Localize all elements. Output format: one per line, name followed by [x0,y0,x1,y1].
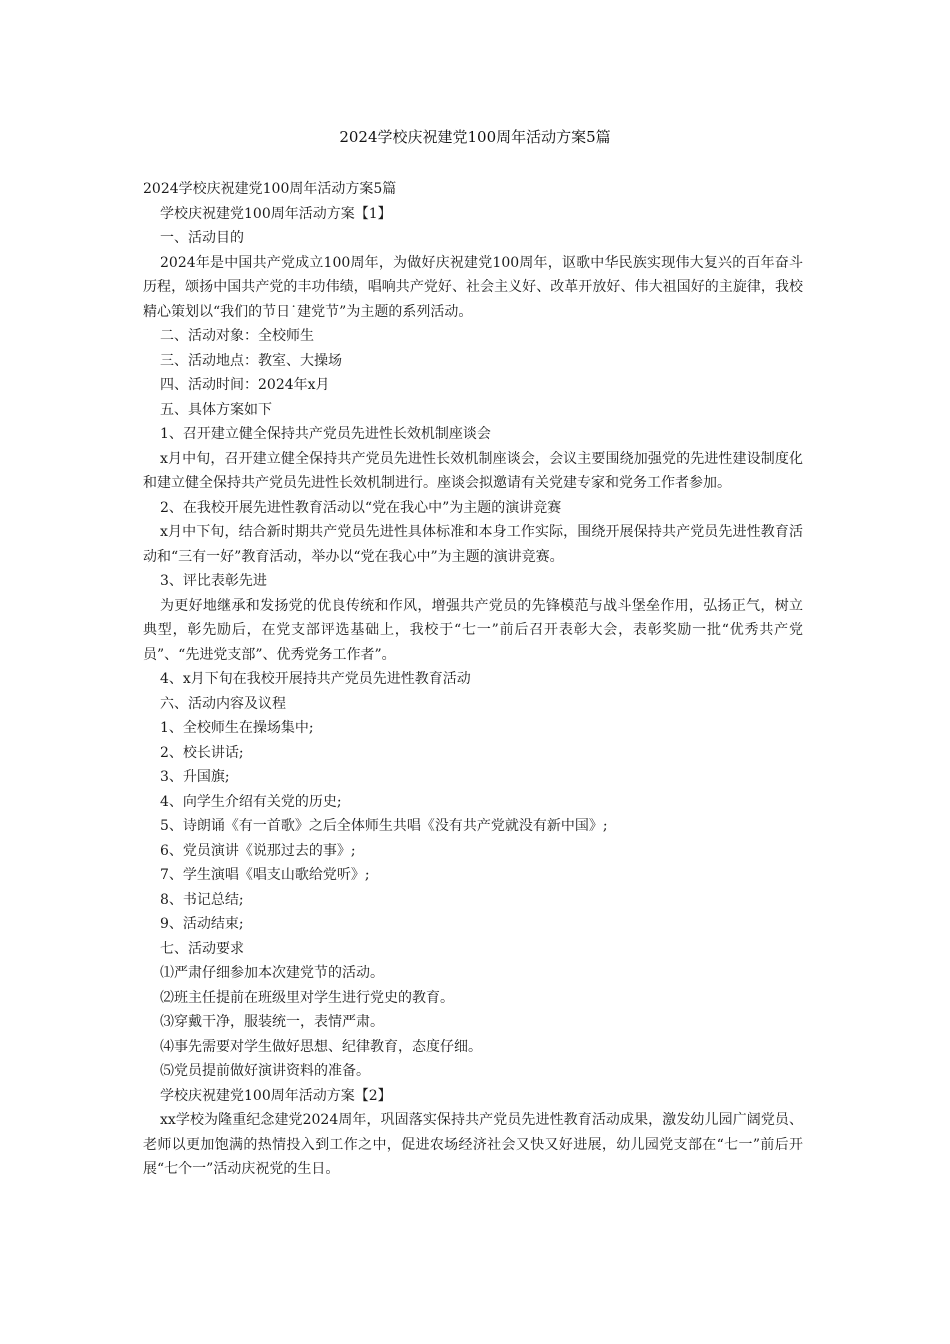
heading-line: 七、活动要求 [160,940,244,957]
list-item: ⑸党员提前做好演讲资料的准备。 [160,1063,370,1079]
paragraph: 为更好地继承和发扬党的优良传统和作风，增强共产党员的先锋模范与战斗堡垒作用，弘扬正气，树立典型，彰先励后，在党支部评选基础上，我校于“七一”前后召开表彰大会，表彰奖励一批“优秀共产党员”、“先进党支部”、优秀党务工作者”。 [143,597,803,663]
paragraph: x月中旬，召开建立健全保持共产党员先进性长效机制座谈会，会议主要围绕加强党的先进性建设制度化和建立健全保持共产党员先进性长效机制进行。座谈会拟邀请有关党建专家和党务工作者参加。 [143,450,803,491]
list-item: 5、诗朗诵《有一首歌》之后全体师生共唱《没有共产党就没有新中国》; [160,818,608,834]
document-body [143,177,803,1182]
list-item: 1、全校师生在操场集中; [160,720,314,736]
list-item: 8、书记总结; [160,891,244,908]
list-item: 1、召开建立健全保持共产党员先进性长效机制座谈会 [160,426,491,442]
paragraph: x月中下旬，结合新时期共产党员先进性具体标准和本身工作实际，围绕开展保持共产党员先进性教育活动和“三有一好”教育活动，举办以“党在我心中”为主题的演讲竞赛。 [143,524,803,565]
list-item: ⑵班主任提前在班级里对学生进行党史的教育。 [160,989,454,1006]
heading-line: 二、活动对象：全校师生 [160,328,314,344]
paragraph: xx学校为隆重纪念建党2024周年，巩固落实保持共产党员先进性教育活动成果，激发幼儿园广阔党员、老师以更加饱满的热情投入到工作之中，促进农场经济社会又快又好进展，幼儿园党支部在“七一”前后开展“七个一”活动庆祝党的生日。 [143,1112,803,1177]
heading-line: 三、活动地点：教室、大操场 [160,352,342,369]
list-item: ⑶穿戴干净，服装统一，表情严肃。 [160,1014,384,1030]
list-item: ⑴严肃仔细参加本次建党节的活动。 [160,965,384,981]
list-item: 2、在我校开展先进性教育活动以“党在我心中”为主题的演讲竞赛 [160,499,562,516]
list-item: 3、升国旗; [160,769,230,785]
list-item: 7、学生演唱《唱支山歌给党听》; [160,867,370,883]
section-heading: 学校庆祝建党100周年活动方案【1】 [160,205,392,222]
list-item: 4、向学生介绍有关党的历史; [160,793,342,810]
paragraph: 2024年是中国共产党成立100周年，为做好庆祝建党100周年，讴歌中华民族实现伟大复兴的百年奋斗历程，颂扬中国共产党的丰功伟绩，唱响共产党好、社会主义好、改革开放好、伟大祖国好的主旋律，我校精心策划以“我们的节日˙建党节”为主题的系列活动。 [143,254,803,320]
document-title: 2024学校庆祝建党100周年活动方案5篇 [339,128,611,146]
list-item: 6、党员演讲《说那过去的事》; [160,842,356,859]
section-heading: 学校庆祝建党100周年活动方案【2】 [160,1087,392,1104]
list-item: 4、x月下旬在我校开展持共产党员先进性教育活动 [160,671,471,687]
subtitle-line: 2024学校庆祝建党100周年活动方案5篇 [143,181,397,197]
heading-line: 五、具体方案如下 [160,401,272,418]
list-item: ⑷事先需要对学生做好思想、纪律教育，态度仔细。 [160,1038,482,1055]
list-item: 3、评比表彰先进 [160,573,267,589]
list-item: 9、活动结束; [160,916,244,932]
heading-line: 六、活动内容及议程 [160,695,286,712]
heading-line: 四、活动时间：2024年x月 [160,377,330,393]
list-item: 2、校长讲话; [160,744,244,761]
heading-line: 一、活动目的 [160,230,244,246]
